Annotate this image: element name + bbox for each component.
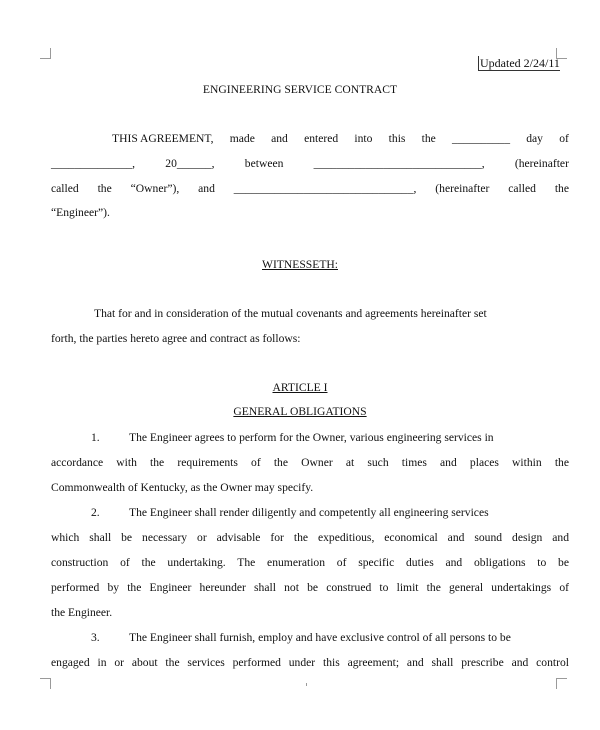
margin-corner-mark bbox=[40, 48, 51, 59]
margin-corner-mark bbox=[40, 678, 51, 689]
witnesseth-heading: WITNESSETH: bbox=[262, 258, 338, 271]
contract-title: ENGINEERING SERVICE CONTRACT bbox=[202, 83, 398, 96]
intro-word: this bbox=[388, 132, 406, 145]
para1-line-2: accordance with the requirements of the Owner at such times and places within the bbox=[51, 456, 569, 469]
para2-line-2: which shall be necessary or advisable for the expeditious, economical and sound design and bbox=[51, 531, 569, 544]
intro-word: the bbox=[421, 132, 436, 145]
margin-corner-mark bbox=[556, 678, 567, 689]
intro-word: of bbox=[559, 132, 569, 145]
intro-word: the bbox=[97, 182, 112, 195]
para1-line-1: The Engineer agrees to perform for the Owner, various engineering services in bbox=[129, 431, 494, 444]
intro-word: called bbox=[508, 182, 536, 195]
para-number: 1. bbox=[91, 431, 100, 444]
para2-line-1: The Engineer shall render diligently and competently all engineering services bbox=[129, 506, 489, 519]
intro-word: “Owner”), bbox=[130, 182, 180, 195]
month-blank: ______________, bbox=[51, 157, 136, 170]
para2-line-4: performed by the Engineer hereunder shall not be construed to limit the general undertakings of bbox=[51, 581, 569, 594]
intro-word: (hereinafter bbox=[514, 157, 569, 170]
day-blank: __________ bbox=[452, 132, 511, 145]
para3-line-2: engaged in or about the services performed under this agreement; and shall prescribe and control bbox=[51, 656, 569, 669]
para1-line-3: Commonwealth of Kentucky, as the Owner may specify. bbox=[51, 481, 314, 494]
consideration-line-2: forth, the parties hereto agree and contract as follows: bbox=[51, 332, 301, 345]
intro-word: and bbox=[271, 132, 288, 145]
intro-word: into bbox=[354, 132, 373, 145]
footer-marker bbox=[306, 683, 307, 686]
intro-word: and bbox=[198, 182, 215, 195]
article-heading: ARTICLE I bbox=[272, 381, 328, 394]
intro-line-2 bbox=[51, 157, 569, 171]
engineer-name-blank: _______________________________, bbox=[233, 182, 417, 195]
owner-name-blank: _____________________________, bbox=[313, 157, 485, 170]
intro-word: between bbox=[244, 157, 284, 170]
intro-word: (hereinafter bbox=[435, 182, 490, 195]
year-blank: 20______, bbox=[165, 157, 215, 170]
intro-word: called bbox=[51, 182, 79, 195]
intro-word: entered bbox=[304, 132, 339, 145]
article-subheading: GENERAL OBLIGATIONS bbox=[233, 405, 367, 418]
para-number: 2. bbox=[91, 506, 100, 519]
intro-word: made bbox=[229, 132, 255, 145]
intro-word: the bbox=[554, 182, 569, 195]
para3-line-1: The Engineer shall furnish, employ and have exclusive control of all persons to be bbox=[129, 631, 511, 644]
intro-word: day bbox=[526, 132, 543, 145]
intro-line-1 bbox=[112, 132, 569, 146]
para2-line-5: the Engineer. bbox=[51, 606, 113, 619]
intro-line-4: “Engineer”). bbox=[51, 206, 110, 219]
consideration-line-1: That for and in consideration of the mutual covenants and agreements hereinafter set bbox=[94, 307, 487, 320]
intro-word: THIS AGREEMENT, bbox=[112, 132, 214, 145]
para-number: 3. bbox=[91, 631, 100, 644]
updated-date: Updated 2/24/11 bbox=[480, 56, 560, 70]
para2-line-3: construction of the undertaking. The enumeration of specific duties and obligations to be bbox=[51, 556, 569, 569]
intro-line-3 bbox=[51, 182, 569, 196]
